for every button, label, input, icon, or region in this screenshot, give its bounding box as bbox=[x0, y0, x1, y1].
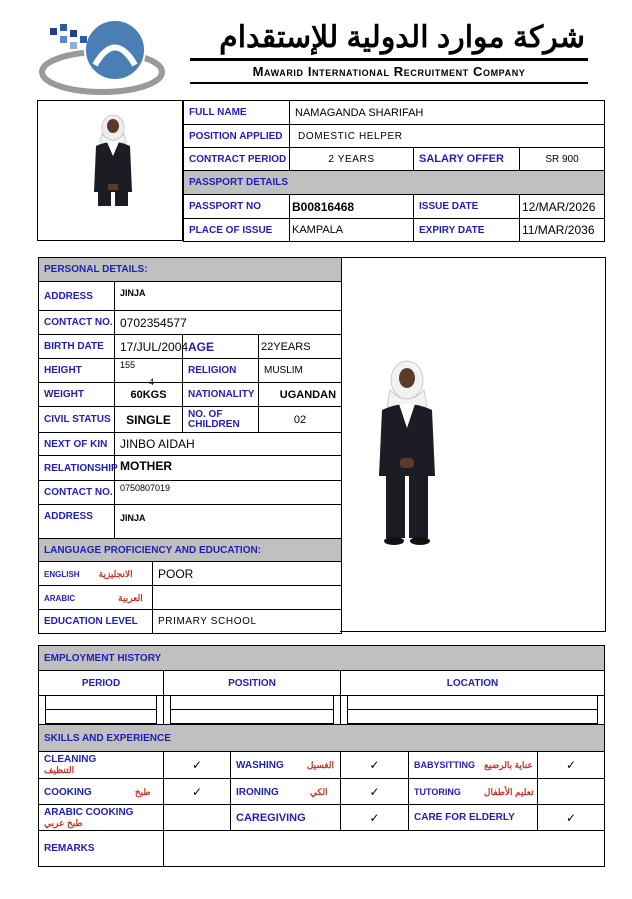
arabic-arabic-label: العربية bbox=[118, 592, 143, 603]
babysitting-label-cell bbox=[409, 752, 538, 779]
arabic-cooking-arabic-label: طبخ عربي bbox=[44, 817, 83, 828]
washing-arabic-label: الغسيل bbox=[306, 760, 334, 770]
weight-cell bbox=[115, 377, 183, 407]
arabic-label-cell bbox=[39, 586, 153, 610]
period-header: PERIOD bbox=[39, 671, 164, 696]
relationship-label: RELATIONSHIP bbox=[39, 456, 115, 481]
cooking-arabic-label: طبخ bbox=[134, 786, 151, 797]
tutoring-label-cell bbox=[409, 779, 538, 805]
full-name-label: FULL NAME bbox=[184, 101, 290, 125]
skills-table bbox=[38, 724, 605, 867]
tutoring-check bbox=[538, 779, 605, 805]
cooking-label-cell bbox=[39, 779, 164, 805]
passport-no-value: B00816468 bbox=[290, 195, 414, 219]
header-rule-bottom bbox=[190, 82, 588, 84]
applicant-photo-large bbox=[372, 358, 442, 548]
elderly-check: ✓ bbox=[538, 805, 605, 831]
employment-location-cell bbox=[341, 696, 605, 725]
employment-period-cell bbox=[39, 696, 164, 725]
position-header: POSITION bbox=[164, 671, 341, 696]
employment-position-cell bbox=[164, 696, 341, 725]
arabic-cooking-check bbox=[164, 805, 231, 831]
address-label: ADDRESS bbox=[39, 282, 115, 311]
height-label: HEIGHT bbox=[39, 359, 115, 383]
cleaning-label-cell bbox=[39, 752, 164, 779]
elderly-label: CARE FOR ELDERLY bbox=[409, 805, 538, 831]
english-arabic-label: الانجليزية bbox=[98, 568, 133, 579]
place-of-issue-value: KAMPALA bbox=[290, 219, 414, 242]
nationality-value: UGANDAN bbox=[259, 383, 342, 407]
passport-section-header: PASSPORT DETAILS bbox=[184, 171, 605, 195]
passport-no-label: PASSPORT NO bbox=[184, 195, 290, 219]
expiry-date-value: 11/MAR/2036 bbox=[520, 219, 605, 242]
tutoring-arabic-label: تعليم الأطفال bbox=[483, 786, 534, 797]
english-value: POOR bbox=[153, 562, 342, 586]
remarks-label: REMARKS bbox=[39, 831, 164, 867]
height-value: 155 bbox=[115, 359, 183, 383]
cleaning-arabic-label: التنظيف bbox=[44, 765, 75, 775]
company-english-name: Mawarid International Recruitment Company bbox=[252, 64, 526, 79]
cleaning-check: ✓ bbox=[164, 752, 231, 779]
religion-label: RELIGION bbox=[183, 359, 259, 383]
weight-label: WEIGHT bbox=[39, 383, 115, 407]
contract-label: CONTRACT PERIOD bbox=[184, 148, 290, 171]
salary-value: SR 900 bbox=[520, 148, 605, 171]
cooking-label: COOKING bbox=[44, 786, 92, 798]
ironing-label-cell bbox=[231, 779, 341, 805]
personal-section-header: PERSONAL DETAILS: bbox=[39, 258, 342, 282]
kin-contact-value: 0750807019 bbox=[115, 481, 342, 505]
arabic-cooking-label-cell bbox=[39, 805, 164, 831]
contact-value: 0702354577 bbox=[115, 311, 342, 335]
language-education-table bbox=[38, 538, 342, 634]
babysitting-check: ✓ bbox=[538, 752, 605, 779]
washing-label-cell bbox=[231, 752, 341, 779]
relationship-value: MOTHER bbox=[115, 456, 342, 481]
cleaning-label: CLEANING bbox=[44, 754, 97, 765]
arabic-cooking-label: ARABIC COOKING bbox=[44, 806, 134, 818]
tutoring-label: TUTORING bbox=[414, 786, 461, 797]
top-details-table bbox=[183, 100, 605, 242]
kin-contact-label: CONTACT NO. bbox=[39, 481, 115, 505]
contact-label: CONTACT NO. bbox=[39, 311, 115, 335]
civil-status-label: CIVIL STATUS bbox=[39, 407, 115, 433]
ironing-check: ✓ bbox=[341, 779, 409, 805]
babysitting-label: BABYSITTING bbox=[414, 760, 476, 770]
contract-value: 2 YEARS bbox=[290, 148, 414, 171]
cooking-check: ✓ bbox=[164, 779, 231, 805]
arabic-label: ARABIC bbox=[44, 593, 76, 603]
caregiving-label: CAREGIVING bbox=[231, 805, 341, 831]
age-label: AGE bbox=[183, 335, 259, 359]
expiry-date-label: EXPIRY DATE bbox=[414, 219, 520, 242]
issue-date-value: 12/MAR/2026 bbox=[520, 195, 605, 219]
address-value: JINJA bbox=[115, 282, 342, 311]
weight-note: 4 bbox=[149, 377, 155, 387]
company-logo bbox=[40, 10, 165, 95]
issue-date-label: ISSUE DATE bbox=[414, 195, 520, 219]
age-value: 22YEARS bbox=[259, 335, 342, 359]
full-name-value: NAMAGANDA SHARIFAH bbox=[290, 101, 605, 125]
next-of-kin-value: JINBO AIDAH bbox=[115, 433, 342, 456]
ironing-label: IRONING bbox=[236, 786, 279, 798]
babysitting-arabic-label: عناية بالرضيع bbox=[484, 760, 533, 770]
remarks-value bbox=[164, 831, 605, 867]
birth-date-label: BIRTH DATE bbox=[39, 335, 115, 359]
nationality-label: NATIONALITY bbox=[183, 383, 259, 407]
personal-details-table bbox=[38, 257, 342, 540]
washing-label: WASHING bbox=[236, 760, 284, 771]
arabic-value bbox=[153, 586, 342, 610]
education-value: PRIMARY SCHOOL bbox=[153, 610, 342, 634]
kin-address-label: ADDRESS bbox=[39, 505, 115, 540]
birth-date-value: 17/JUL/2004 bbox=[115, 335, 183, 359]
civil-status-value: SINGLE bbox=[115, 407, 183, 433]
kin-address-value: JINJA bbox=[115, 505, 342, 540]
place-of-issue-label: PLACE OF ISSUE bbox=[184, 219, 290, 242]
ironing-arabic-label: الكي bbox=[309, 786, 328, 797]
religion-value: MUSLIM bbox=[259, 359, 342, 383]
location-header: LOCATION bbox=[341, 671, 605, 696]
company-arabic-name: شركة موارد الدولية للإستقدام bbox=[219, 21, 585, 54]
salary-label: SALARY OFFER bbox=[414, 148, 520, 171]
position-label: POSITION APPLIED bbox=[184, 125, 290, 148]
english-label-cell bbox=[39, 562, 153, 586]
children-label: NO. OF CHILDREN bbox=[183, 407, 259, 433]
next-of-kin-label: NEXT OF KIN bbox=[39, 433, 115, 456]
washing-check: ✓ bbox=[341, 752, 409, 779]
header-rule-top bbox=[190, 58, 588, 61]
applicant-photo-small bbox=[88, 112, 138, 208]
position-value: DOMESTIC HELPER bbox=[290, 125, 605, 148]
employment-section-header: EMPLOYMENT HISTORY bbox=[39, 646, 605, 671]
caregiving-check: ✓ bbox=[341, 805, 409, 831]
education-label: EDUCATION LEVEL bbox=[39, 610, 153, 634]
weight-value: 60KGS bbox=[130, 388, 167, 401]
children-value: 02 bbox=[259, 407, 342, 433]
skills-section-header: SKILLS AND EXPERIENCE bbox=[39, 725, 605, 752]
employment-table bbox=[38, 645, 605, 725]
language-section-header: LANGUAGE PROFICIENCY AND EDUCATION: bbox=[39, 539, 342, 562]
english-label: ENGLISH bbox=[44, 569, 80, 579]
